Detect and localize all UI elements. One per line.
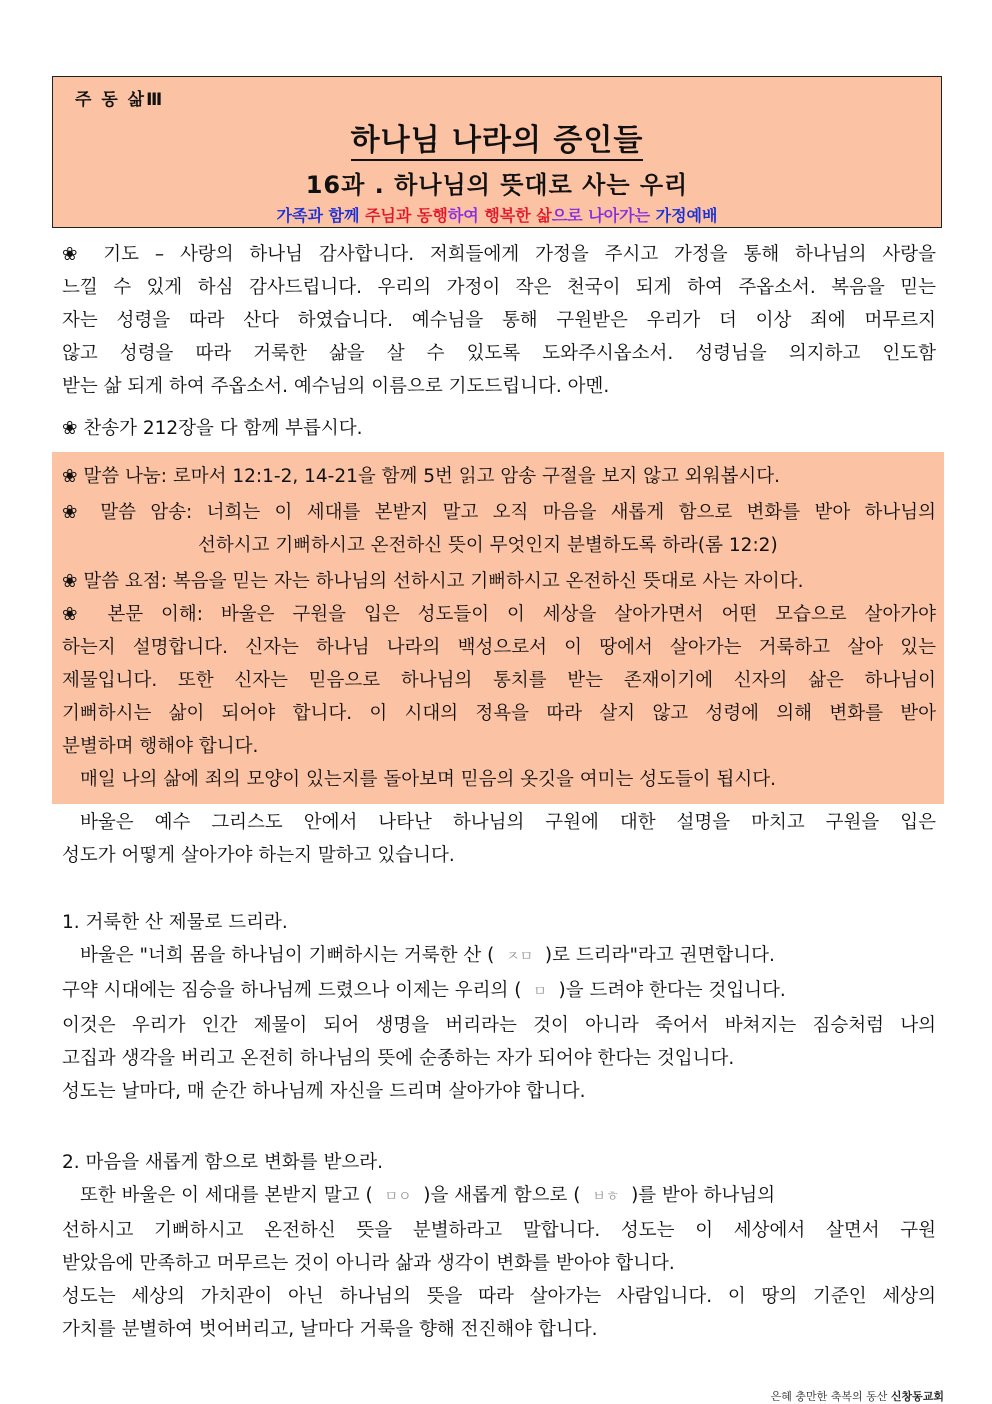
memory-verse-text: 선하시고 기뻐하시고 온전하신 뜻이 무엇인지 분별하도록 하라(롬 12:2) [198,535,778,556]
explain-line: 제물입니다. 또한 신자는 믿음으로 하나님의 통치를 받는 존재이기에 신자의 삶은 하나님이 [62,670,936,691]
intro-section [62,806,936,872]
title-text: 하나님 나라의 증인들 [351,123,644,161]
explain-line: 기뻐하시는 삶이 되어야 합니다. 이 시대의 정욕을 따라 살지 않고 성령에 의해 변화를 받아 [62,703,936,724]
series-label: 주 동 삶Ⅲ [75,90,165,110]
prayer-line: 않고 성령을 따라 거룩한 삶을 살 수 있도록 도와주시옵소서. 성령님을 의지하고 인도함 [62,343,936,364]
section-1-line: 성도는 날마다, 매 순간 하나님께 자신을 드리며 살아가야 합니다. [62,1081,586,1102]
fill-blank-hint: ㅁㅇ [384,1189,412,1205]
motto-part: 행복한 삶 [484,206,552,225]
fill-blank-hint: ㅁ [533,984,547,1000]
text-span: 바울은 "너희 몸을 하나님이 기뻐하시는 거룩한 산 ( [80,945,495,966]
section-2-line: 받았음에 만족하고 머무르는 것이 아니라 삶과 생각이 변화를 받아야 합니다. [62,1253,675,1274]
motto-part: 가정예배 [655,206,718,225]
motto-part: 으로 나아가는 [551,206,656,225]
text-span: 구약 시대에는 짐승을 하나님께 드렸으나 이제는 우리의 ( [62,980,522,1001]
section-2-heading: 2. 마음을 새롭게 함으로 변화를 받으라. [62,1152,384,1173]
text-span: )을 새롭게 함으로 ( [423,1185,581,1206]
prayer-line: 받는 삶 되게 하여 주옵소서. 예수님의 이름으로 기도드립니다. 아멘. [62,376,610,397]
memory-verse-line-2 [62,529,936,562]
word-study-content [62,460,936,796]
prayer-section [62,238,936,403]
fill-blank-hint: ㅈㅁ [506,949,534,965]
fill-blank-hint: ㅂㅎ [592,1189,620,1205]
section-1-line: 고집과 생각을 버리고 온전히 하나님의 뜻에 순종하는 자가 되어야 한다는 것입니다. [62,1048,735,1069]
prayer-line: ❀ 기도 – 사랑의 하나님 감사합니다. 저희들에게 가정을 주시고 가정을 통해 하나님의 사랑을 [62,244,936,265]
lesson-title: 16과 . 하나님의 뜻대로 사는 우리 [305,171,689,199]
section-2-line: 선하시고 기뻐하시고 온전하신 뜻을 분별하라고 말합니다. 성도는 이 세상에서 살면서 구원 [62,1220,936,1241]
section-2-line [62,1179,936,1214]
page-footer [771,1388,944,1404]
summary-line: ❀ 말씀 요점: 복음을 믿는 자는 하나님의 선하시고 기뻐하시고 온전하신 뜻대로 사는 자이다. [62,571,804,592]
hymn-text: ❀ 찬송가 212장을 다 함께 부릅시다. [62,418,363,439]
section-1-heading: 1. 거룩한 산 제물로 드리라. [62,912,288,933]
footer-text: 은혜 충만한 축복의 동산 [770,1390,891,1403]
lesson-header [52,76,942,228]
memory-verse-line: ❀ 말씀 암송: 너희는 이 세대를 본받지 말고 오직 마음을 새롭게 함으로 변화를 받아 하나님의 [62,502,936,523]
closing-line: 매일 나의 삶에 죄의 모양이 있는지를 돌아보며 믿음의 옷깃을 여미는 성도들이 됩시다. [80,769,777,790]
section-1-line: 이것은 우리가 인간 제물이 되어 생명을 버리라는 것이 아니라 죽어서 바쳐지는 짐승처럼 나의 [62,1015,936,1036]
church-name: 신창동교회 [890,1390,944,1403]
page-title [53,115,941,159]
text-span: )를 받아 하나님의 [631,1185,776,1206]
prayer-line: 자는 성령을 따라 산다 하였습니다. 예수님을 통해 구원받은 우리가 더 이상 죄에 머무르지 [62,310,936,331]
intro-line: 성도가 어떻게 살아가야 하는지 말하고 있습니다. [62,845,455,866]
section-2-line: 성도는 세상의 가치관이 아닌 하나님의 뜻을 따라 살아가는 사람입니다. 이 땅의 기준인 세상의 [62,1286,936,1307]
motto-part: 가족과 함께 [276,206,365,225]
intro-line: 바울은 예수 그리스도 안에서 나타난 하나님의 구원에 대한 설명을 마치고 구원을 입은 [80,812,936,833]
prayer-line: 느낄 수 있게 하심 감사드립니다. 우리의 가정이 작은 천국이 되게 하여 주옵소서. 복음을 믿는 [62,277,936,298]
explain-line: ❀ 본문 이해: 바울은 구원을 입은 성도들이 이 세상을 살아가면서 어떤 모습으로 살아가야 [62,604,936,625]
section-1-line [62,974,936,1009]
motto-part: 주님과 동행 [364,206,448,225]
reading-line: ❀ 말씀 나눔: 로마서 12:1-2, 14-21을 함께 5번 읽고 암송 구절을 보지 않고 외워봅시다. [62,466,780,487]
section-1-line [62,939,936,974]
section-1 [62,906,936,1108]
explain-line: 분별하며 행해야 합니다. [62,736,259,757]
explain-line: 하는지 설명합니다. 신자는 하나님 나라의 백성으로서 이 땅에서 살아가는 거룩하고 살아 있는 [62,637,936,658]
section-2-line: 가치를 분별하여 벗어버리고, 날마다 거룩을 향해 전진해야 합니다. [62,1319,598,1340]
text-span: )을 드려야 한다는 것입니다. [558,980,786,1001]
text-span: 또한 바울은 이 세대를 본받지 말고 ( [80,1185,373,1206]
text-span: )로 드리라"라고 권면합니다. [544,945,775,966]
hymn-line [62,412,936,445]
section-2 [62,1146,936,1346]
family-motto [53,203,941,226]
motto-part: 하여 [447,206,485,225]
